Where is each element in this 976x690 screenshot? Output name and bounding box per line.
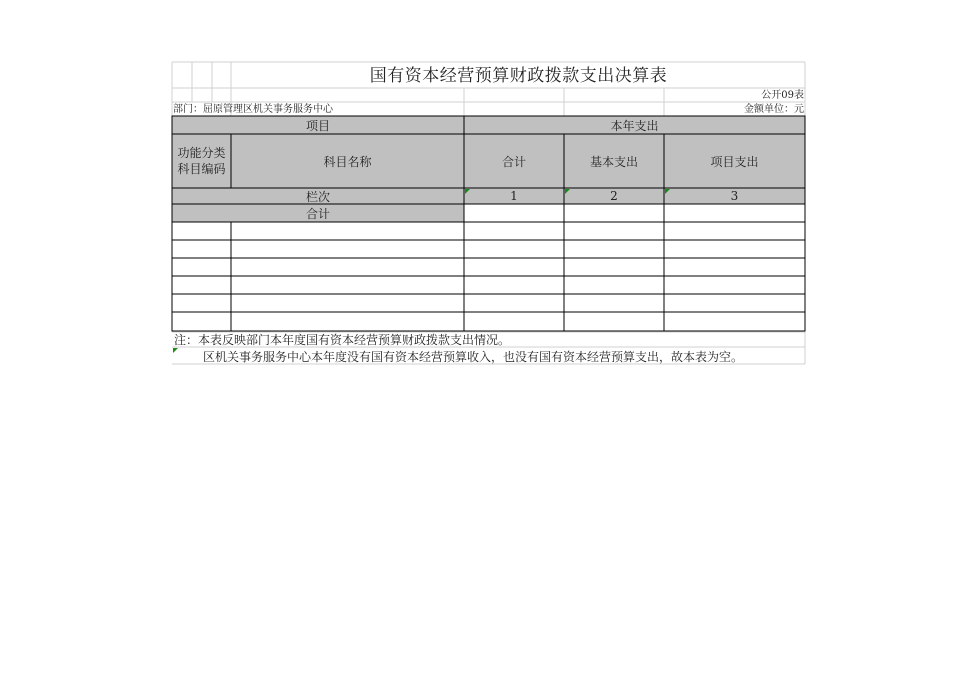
header-subject-name: 科目名称 xyxy=(323,154,372,169)
header-basic: 基本支出 xyxy=(589,154,638,169)
note-line-1: 注：本表反映部门本年度国有资本经营预算财政拨款支出情况。 xyxy=(174,333,511,347)
header-function-code-line2: 科目编码 xyxy=(177,162,226,176)
header-project: 项目 xyxy=(305,118,330,133)
column-no-1: 1 xyxy=(510,189,518,203)
cell-marker-icon xyxy=(665,189,670,194)
unit-label: 金额单位：元 xyxy=(744,104,804,115)
header-function-code xyxy=(172,134,231,188)
document-title: 国有资本经营预算财政拨款支出决算表 xyxy=(369,66,668,86)
row-column-no: 栏次 xyxy=(305,189,330,204)
header-total: 合计 xyxy=(501,154,526,169)
column-no-2: 2 xyxy=(610,189,618,203)
cell-marker-icon xyxy=(173,348,178,353)
header-current-year: 本年支出 xyxy=(610,118,659,133)
note-line-2: 区机关事务服务中心本年度没有国有资本经营预算收入，也没有国有资本经营预算支出，故本表为空。 xyxy=(203,350,744,364)
header-project-expense: 项目支出 xyxy=(710,154,759,169)
row-total-label: 合计 xyxy=(305,206,330,221)
department-label: 部门：屈原管理区机关事务服务中心 xyxy=(173,104,333,115)
header-function-code-line1: 功能分类 xyxy=(177,146,226,160)
column-no-3: 3 xyxy=(730,189,739,203)
form-code: 公开09表 xyxy=(761,90,804,101)
cell-marker-icon xyxy=(565,189,570,194)
cell-marker-icon xyxy=(465,189,470,194)
